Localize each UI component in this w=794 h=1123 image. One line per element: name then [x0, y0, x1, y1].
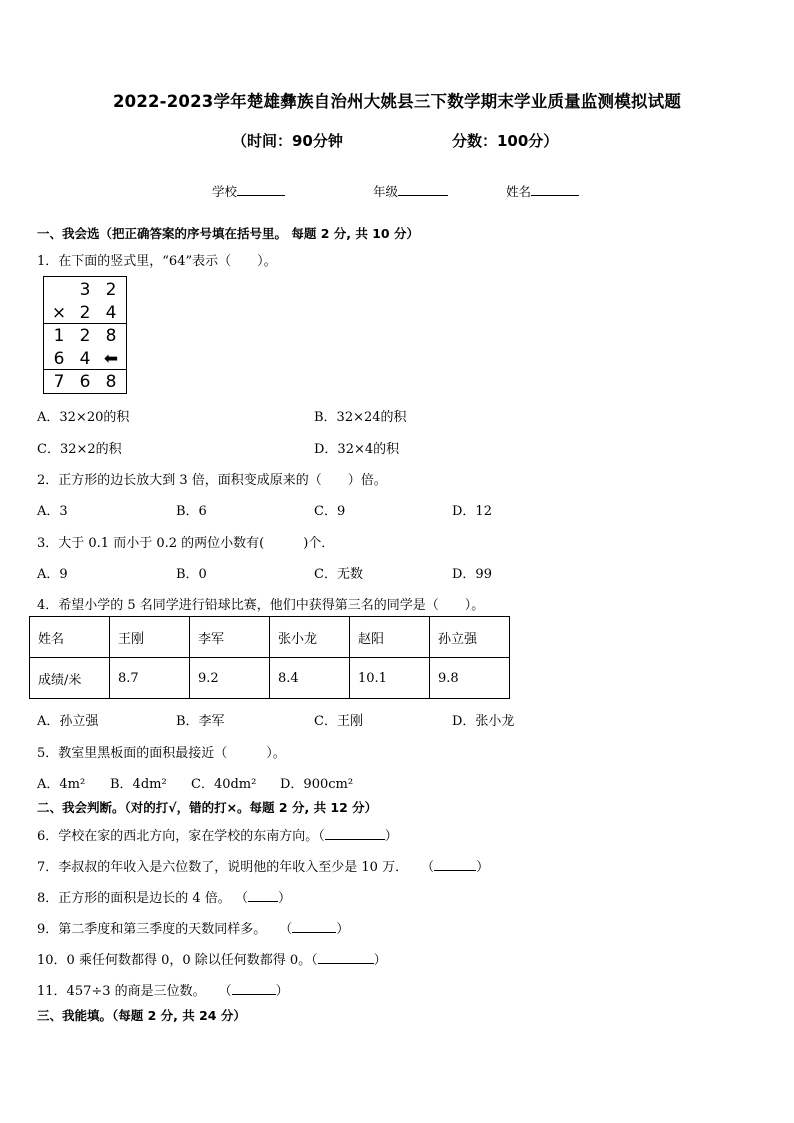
school-blank [237, 183, 285, 196]
digit: 3 [79, 280, 91, 300]
question-text: 9．第二季度和第三季度的天数同样多。 （ [37, 922, 293, 937]
q5-option-b: B．4dm² [110, 777, 167, 792]
question-text: 8．正方形的面积是边长的 4 倍。 （ [37, 891, 248, 906]
digit: 4 [79, 349, 91, 369]
question-text: 7．李叔叔的年收入是六位数了，说明他的年收入至少是 10 万． （ [37, 860, 435, 875]
q3-option-b: B．0 [176, 567, 207, 582]
table-cell: 8.4 [270, 658, 350, 699]
q3-option-c: C．无数 [314, 567, 363, 582]
q4-option-b: B．李军 [176, 714, 225, 729]
q3-option-d: D．99 [452, 567, 492, 582]
q4-option-a: A．孙立强 [37, 714, 99, 729]
q5-option-d: D．900cm² [280, 777, 354, 792]
digit: 6 [79, 372, 91, 392]
times-sign: × [51, 303, 67, 323]
school-label: 学校 [212, 184, 238, 199]
table-cell: 李军 [190, 617, 270, 658]
q1-option-d: D．32×4的积 [314, 442, 400, 457]
table-cell: 王刚 [110, 617, 190, 658]
divider-line [44, 323, 126, 324]
answer-blank [325, 827, 385, 840]
section-2-heading: 二、我会判断。（对的打√，错的打×。每题 2 分, 共 12 分） [37, 800, 378, 815]
paren-close: ） [336, 922, 350, 937]
table-cell: 赵阳 [350, 617, 430, 658]
answer-blank [232, 982, 276, 995]
page-title: 2022-2023学年楚雄彝族自治州大姚县三下数学期末学业质量监测模拟试题 [112, 92, 682, 111]
question-4: 4．希望小学的 5 名同学进行铅球比赛，他们中获得第三名的同学是（ ）。 [37, 598, 485, 613]
digit: 8 [105, 326, 117, 346]
table-cell: 姓名 [30, 617, 110, 658]
q4-option-d: D．张小龙 [452, 714, 515, 729]
vertical-row [44, 371, 126, 393]
table-row [30, 658, 510, 699]
divider-line [44, 369, 126, 370]
table-cell: 孙立强 [430, 617, 510, 658]
name-blank [531, 183, 579, 196]
question-3: 3．大于 0.1 而小于 0.2 的两位小数有( )个． [37, 536, 335, 551]
paren-close: ） [476, 860, 490, 875]
answer-blank [292, 920, 336, 933]
answer-blank [248, 889, 278, 902]
name-field [506, 182, 579, 200]
section-1-heading: 一、我会选（把正确答案的序号填在括号里。 每题 2 分, 共 10 分） [37, 226, 419, 241]
grade-field [373, 182, 448, 200]
section-3-heading: 三、我能填。（每题 2 分, 共 24 分） [37, 1008, 246, 1023]
q4-option-c: C．王刚 [314, 714, 363, 729]
school-field [212, 182, 285, 200]
table-cell: 成绩/米 [30, 658, 110, 699]
digit: 4 [105, 303, 117, 323]
table-cell: 9.8 [430, 658, 510, 699]
table-row [30, 617, 510, 658]
q3-option-a: A．9 [37, 567, 68, 582]
vertical-row [44, 325, 126, 347]
vertical-row [44, 302, 126, 324]
vertical-multiplication [43, 276, 127, 394]
name-label: 姓名 [506, 184, 532, 199]
paren-close: ） [277, 891, 291, 906]
question-10 [37, 949, 387, 968]
score-table [29, 616, 510, 699]
question-text: 10．0 乘任何数都得 0，0 除以任何数都得 0。（ [37, 953, 318, 968]
table-cell: 9.2 [190, 658, 270, 699]
grade-label: 年级 [373, 184, 399, 199]
vertical-row [44, 279, 126, 301]
question-text: 6．学校在家的西北方向，家在学校的东南方向。（ [37, 829, 325, 844]
question-11 [37, 980, 289, 999]
q1-option-a: A．32×20的积 [37, 410, 130, 425]
question-7 [37, 856, 489, 875]
table-cell: 8.7 [110, 658, 190, 699]
q2-option-c: C．9 [314, 504, 346, 519]
question-9 [37, 918, 349, 937]
q5-option-a: A．4m² [37, 777, 86, 792]
digit: 6 [53, 349, 65, 369]
digit: 2 [105, 280, 117, 300]
digit: 2 [79, 303, 91, 323]
question-text: 11．457÷3 的商是三位数。 （ [37, 984, 232, 999]
grade-blank [398, 183, 448, 196]
q2-option-a: A．3 [37, 504, 68, 519]
question-8 [37, 887, 291, 906]
score-label: 分数：100分） [452, 132, 559, 150]
question-2: 2．正方形的边长放大到 3 倍，面积变成原来的（ ）倍。 [37, 473, 387, 488]
question-6 [37, 825, 398, 844]
question-1: 1．在下面的竖式里，“64”表示（ ）。 [37, 254, 277, 269]
digit: 7 [53, 372, 65, 392]
digit: 2 [79, 326, 91, 346]
q2-option-d: D．12 [452, 504, 492, 519]
table-cell: 10.1 [350, 658, 430, 699]
paren-close: ） [373, 953, 387, 968]
q5-option-c: C．40dm² [191, 777, 257, 792]
time-label: （时间：90分钟 [232, 132, 343, 150]
question-5: 5．教室里黑板面的面积最接近（ ）。 [37, 746, 286, 761]
q1-option-b: B．32×24的积 [314, 410, 407, 425]
q2-option-b: B．6 [176, 504, 207, 519]
paren-close: ） [275, 984, 289, 999]
vertical-row [44, 348, 126, 370]
table-cell: 张小龙 [270, 617, 350, 658]
digit: 8 [105, 372, 117, 392]
answer-blank [318, 951, 374, 964]
q1-option-c: C．32×2的积 [37, 442, 122, 457]
left-arrow-icon: ⬅ [103, 349, 119, 369]
paren-close: ） [384, 829, 398, 844]
digit: 1 [53, 326, 65, 346]
answer-blank [434, 858, 476, 871]
